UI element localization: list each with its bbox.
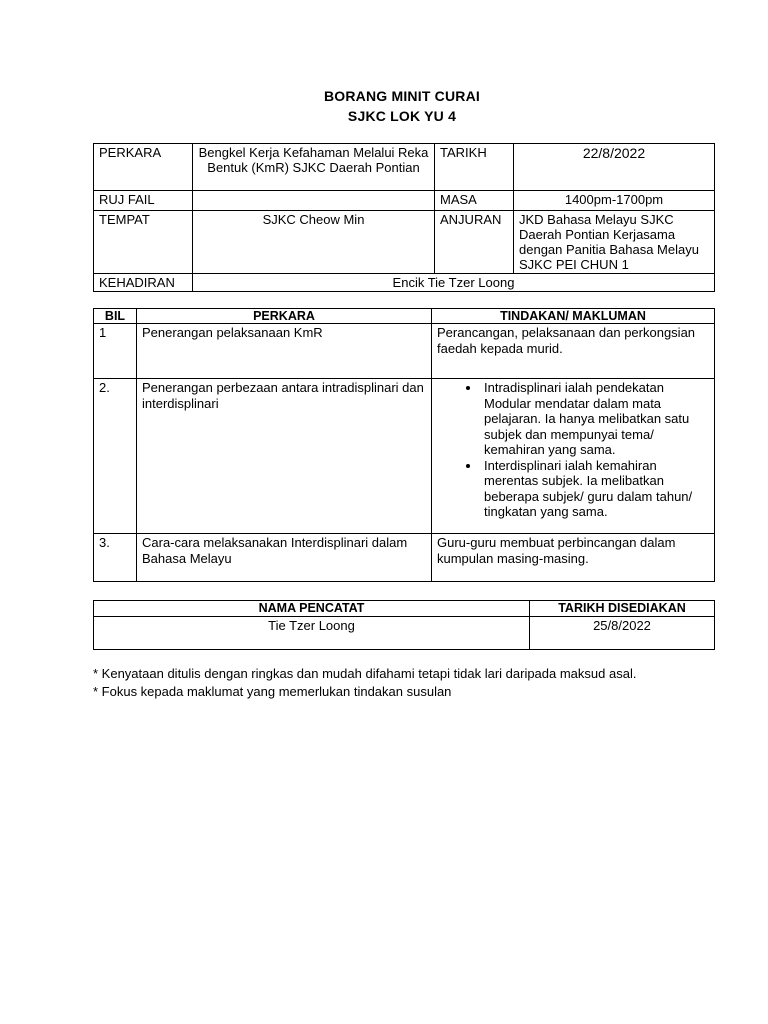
row-number: 1: [94, 324, 137, 379]
row-perkara: Penerangan pelaksanaan KmR: [137, 324, 432, 379]
tarikh-disediakan-header: TARIKH DISEDIAKAN: [530, 601, 715, 617]
info-row-rujfail: [94, 191, 715, 211]
anjuran-label: ANJURAN: [435, 211, 514, 274]
pencatat-value: Tie Tzer Loong: [94, 617, 530, 650]
meeting-info-table: [93, 143, 715, 292]
row-perkara: Penerangan perbezaan antara intradisplinari dan interdisplinari: [137, 379, 432, 534]
table-row: [94, 379, 715, 534]
tempat-label: TEMPAT: [94, 211, 193, 274]
minutes-items-table: [93, 308, 715, 582]
perkara-header: PERKARA: [137, 309, 432, 324]
perkara-value: Bengkel Kerja Kefahaman Melalui Reka Bentuk (KmR) SJKC Daerah Pontian: [193, 144, 435, 191]
items-header-row: [94, 309, 715, 324]
signoff-table: [93, 600, 715, 650]
signoff-value-row: [94, 617, 715, 650]
tarikh-label: TARIKH: [435, 144, 514, 191]
info-row-kehadiran: [94, 274, 715, 292]
row-tindakan: [432, 379, 715, 534]
school-name: SJKC LOK YU 4: [347, 108, 457, 124]
footnote: * Kenyataan ditulis dengan ringkas dan mudah difahami tetapi tidak lari daripada maksud asal.: [93, 666, 637, 681]
kehadiran-label: KEHADIRAN: [94, 274, 193, 292]
tindakan-header: TINDAKAN/ MAKLUMAN: [432, 309, 715, 324]
row-tindakan: Perancangan, pelaksanaan dan perkongsian faedah kepada murid.: [432, 324, 715, 379]
tarikh-disediakan-value: 25/8/2022: [530, 617, 715, 650]
table-row: [94, 324, 715, 379]
info-row-tempat: [94, 211, 715, 274]
masa-value: 1400pm-1700pm: [514, 191, 715, 211]
list-item: • Interdisplinari ialah kemahiran merentas subjek. Ia melibatkan beberapa subjek/ guru dalam tahun/ tingkatan yang sama.: [481, 458, 709, 520]
table-row: [94, 534, 715, 582]
tempat-value: SJKC Cheow Min: [193, 211, 435, 274]
bil-header: BIL: [94, 309, 137, 324]
perkara-label: PERKARA: [94, 144, 193, 191]
rujfail-label: RUJ FAIL: [94, 191, 193, 211]
rujfail-value: [193, 191, 435, 211]
tarikh-value: 22/8/2022: [514, 144, 715, 191]
tindakan-bullet-list: [437, 380, 709, 520]
row-number: 2.: [94, 379, 137, 534]
signoff-header-row: [94, 601, 715, 617]
info-row-perkara: [94, 144, 715, 191]
row-perkara: Cara-cara melaksanakan Interdisplinari dalam Bahasa Melayu: [137, 534, 432, 582]
row-number: 3.: [94, 534, 137, 582]
footnote: * Fokus kepada maklumat yang memerlukan tindakan susulan: [93, 684, 452, 699]
form-title: BORANG MINIT CURAI: [323, 88, 481, 104]
list-item: • Intradisplinari ialah pendekatan Modular mendatar dalam mata pelajaran. Ia hanya melibatkan satu subjek dan mempunyai tema/ kemahiran yang sama.: [481, 380, 709, 458]
kehadiran-value: Encik Tie Tzer Loong: [193, 274, 715, 292]
row-tindakan: Guru-guru membuat perbincangan dalam kumpulan masing-masing.: [432, 534, 715, 582]
pencatat-header: NAMA PENCATAT: [94, 601, 530, 617]
masa-label: MASA: [435, 191, 514, 211]
anjuran-value: JKD Bahasa Melayu SJKC Daerah Pontian Kerjasama dengan Panitia Bahasa Melayu SJKC PEI CHUN 1: [514, 211, 715, 274]
